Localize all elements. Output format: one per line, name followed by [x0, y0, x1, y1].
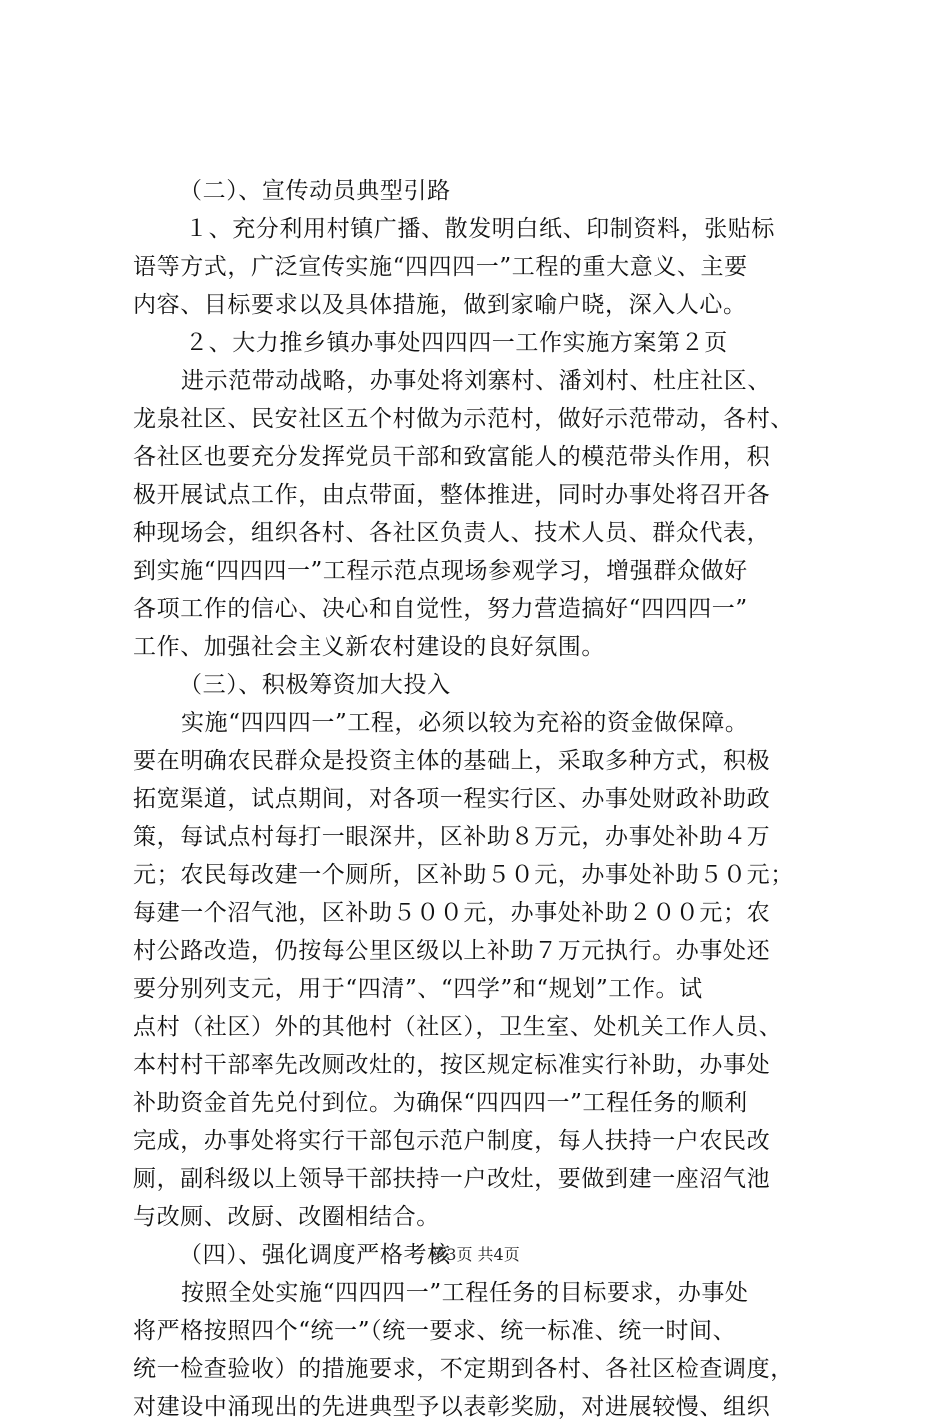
paragraph-line: 点村（社区）外的其他村（社区），卫生室、处机关工作人员、: [133, 1014, 783, 1040]
paragraph-line: 村公路改造，仍按每公里区级以上补助７万元执行。办事处还: [133, 938, 771, 964]
paragraph-line: 内容、目标要求以及具体措施，做到家喻户晓，深入人心。: [133, 292, 747, 318]
page-number-label: 第3页 共4页: [430, 1245, 520, 1264]
paragraph-line: 厕，副科级以上领导干部扶持一户改灶，要做到建一座沼气池: [133, 1166, 771, 1192]
paragraph-line: 元；农民每改建一个厕所，区补助５０元，办事处补助５０元；: [133, 862, 794, 888]
paragraph-line: 工作、加强社会主义新农村建设的良好氛围。: [133, 634, 605, 660]
page-footer: [0, 1245, 950, 1265]
paragraph-line: 统一检查验收）的措施要求，不定期到各村、各社区检查调度，: [133, 1356, 794, 1382]
paragraph-line: 与改厕、改厨、改圈相结合。: [133, 1204, 440, 1230]
paragraph-line: ２、大力推乡镇办事处四四四一工作实施方案第２页: [185, 330, 728, 356]
paragraph-line: 本村村干部率先改厕改灶的，按区规定标准实行补助，办事处: [133, 1052, 771, 1078]
section-heading-4: （四）、强化调度严格考核: [179, 1242, 451, 1268]
paragraph-line: 补助资金首先兑付到位。为确保“四四四一”工程任务的顺利: [133, 1090, 748, 1116]
paragraph-line: 各项工作的信心、决心和自觉性，努力营造搞好“四四四一”: [133, 596, 748, 622]
paragraph-line: 完成，办事处将实行干部包示范户制度，每人扶持一户农民改: [133, 1128, 771, 1154]
paragraph-line: 按照全处实施“四四四一”工程任务的目标要求，办事处: [181, 1280, 749, 1306]
section-heading-3: （三）、积极筹资加大投入: [179, 672, 451, 698]
section-heading-2: （二）、宣传动员典型引路: [179, 178, 451, 204]
paragraph-line: 种现场会，组织各村、各社区负责人、技术人员、群众代表，: [133, 520, 771, 546]
paragraph-line: 龙泉社区、民安社区五个村做为示范村，做好示范带动，各村、: [133, 406, 794, 432]
paragraph-line: 要在明确农民群众是投资主体的基础上，采取多种方式，积极: [133, 748, 771, 774]
paragraph-line: 每建一个沼气池，区补助５００元，办事处补助２００元；农: [133, 900, 771, 926]
paragraph-line: 进示范带动战略，办事处将刘寨村、潘刘村、杜庄社区、: [181, 368, 771, 394]
paragraph-line: 到实施“四四四一”工程示范点现场参观学习，增强群众做好: [133, 558, 748, 584]
paragraph-line: 策，每试点村每打一眼深井，区补助８万元，办事处补助４万: [133, 824, 771, 850]
paragraph-line: 各社区也要充分发挥党员干部和致富能人的模范带头作用，积: [133, 444, 771, 470]
paragraph-line: 将严格按照四个“统一”（统一要求、统一标准、统一时间、: [133, 1318, 737, 1344]
paragraph-line: 极开展试点工作，由点带面，整体推进，同时办事处将召开各: [133, 482, 771, 508]
paragraph-line: 实施“四四四一”工程，必须以较为充裕的资金做保障。: [181, 710, 749, 736]
paragraph-line: 语等方式，广泛宣传实施“四四四一”工程的重大意义、主要: [133, 254, 748, 280]
paragraph-line: 拓宽渠道，试点期间，对各项一程实行区、办事处财政补助政: [133, 786, 771, 812]
document-body: [133, 172, 853, 1426]
paragraph-line: １、充分利用村镇广播、散发明白纸、印制资料，张贴标: [185, 216, 775, 242]
paragraph-line: 对建设中涌现出的先进典型予以表彰奖励，对进展较慢、组织: [133, 1394, 771, 1420]
paragraph-line: 要分别列支元，用于“四清”、“四学”和“规划”工作。试: [133, 976, 703, 1002]
